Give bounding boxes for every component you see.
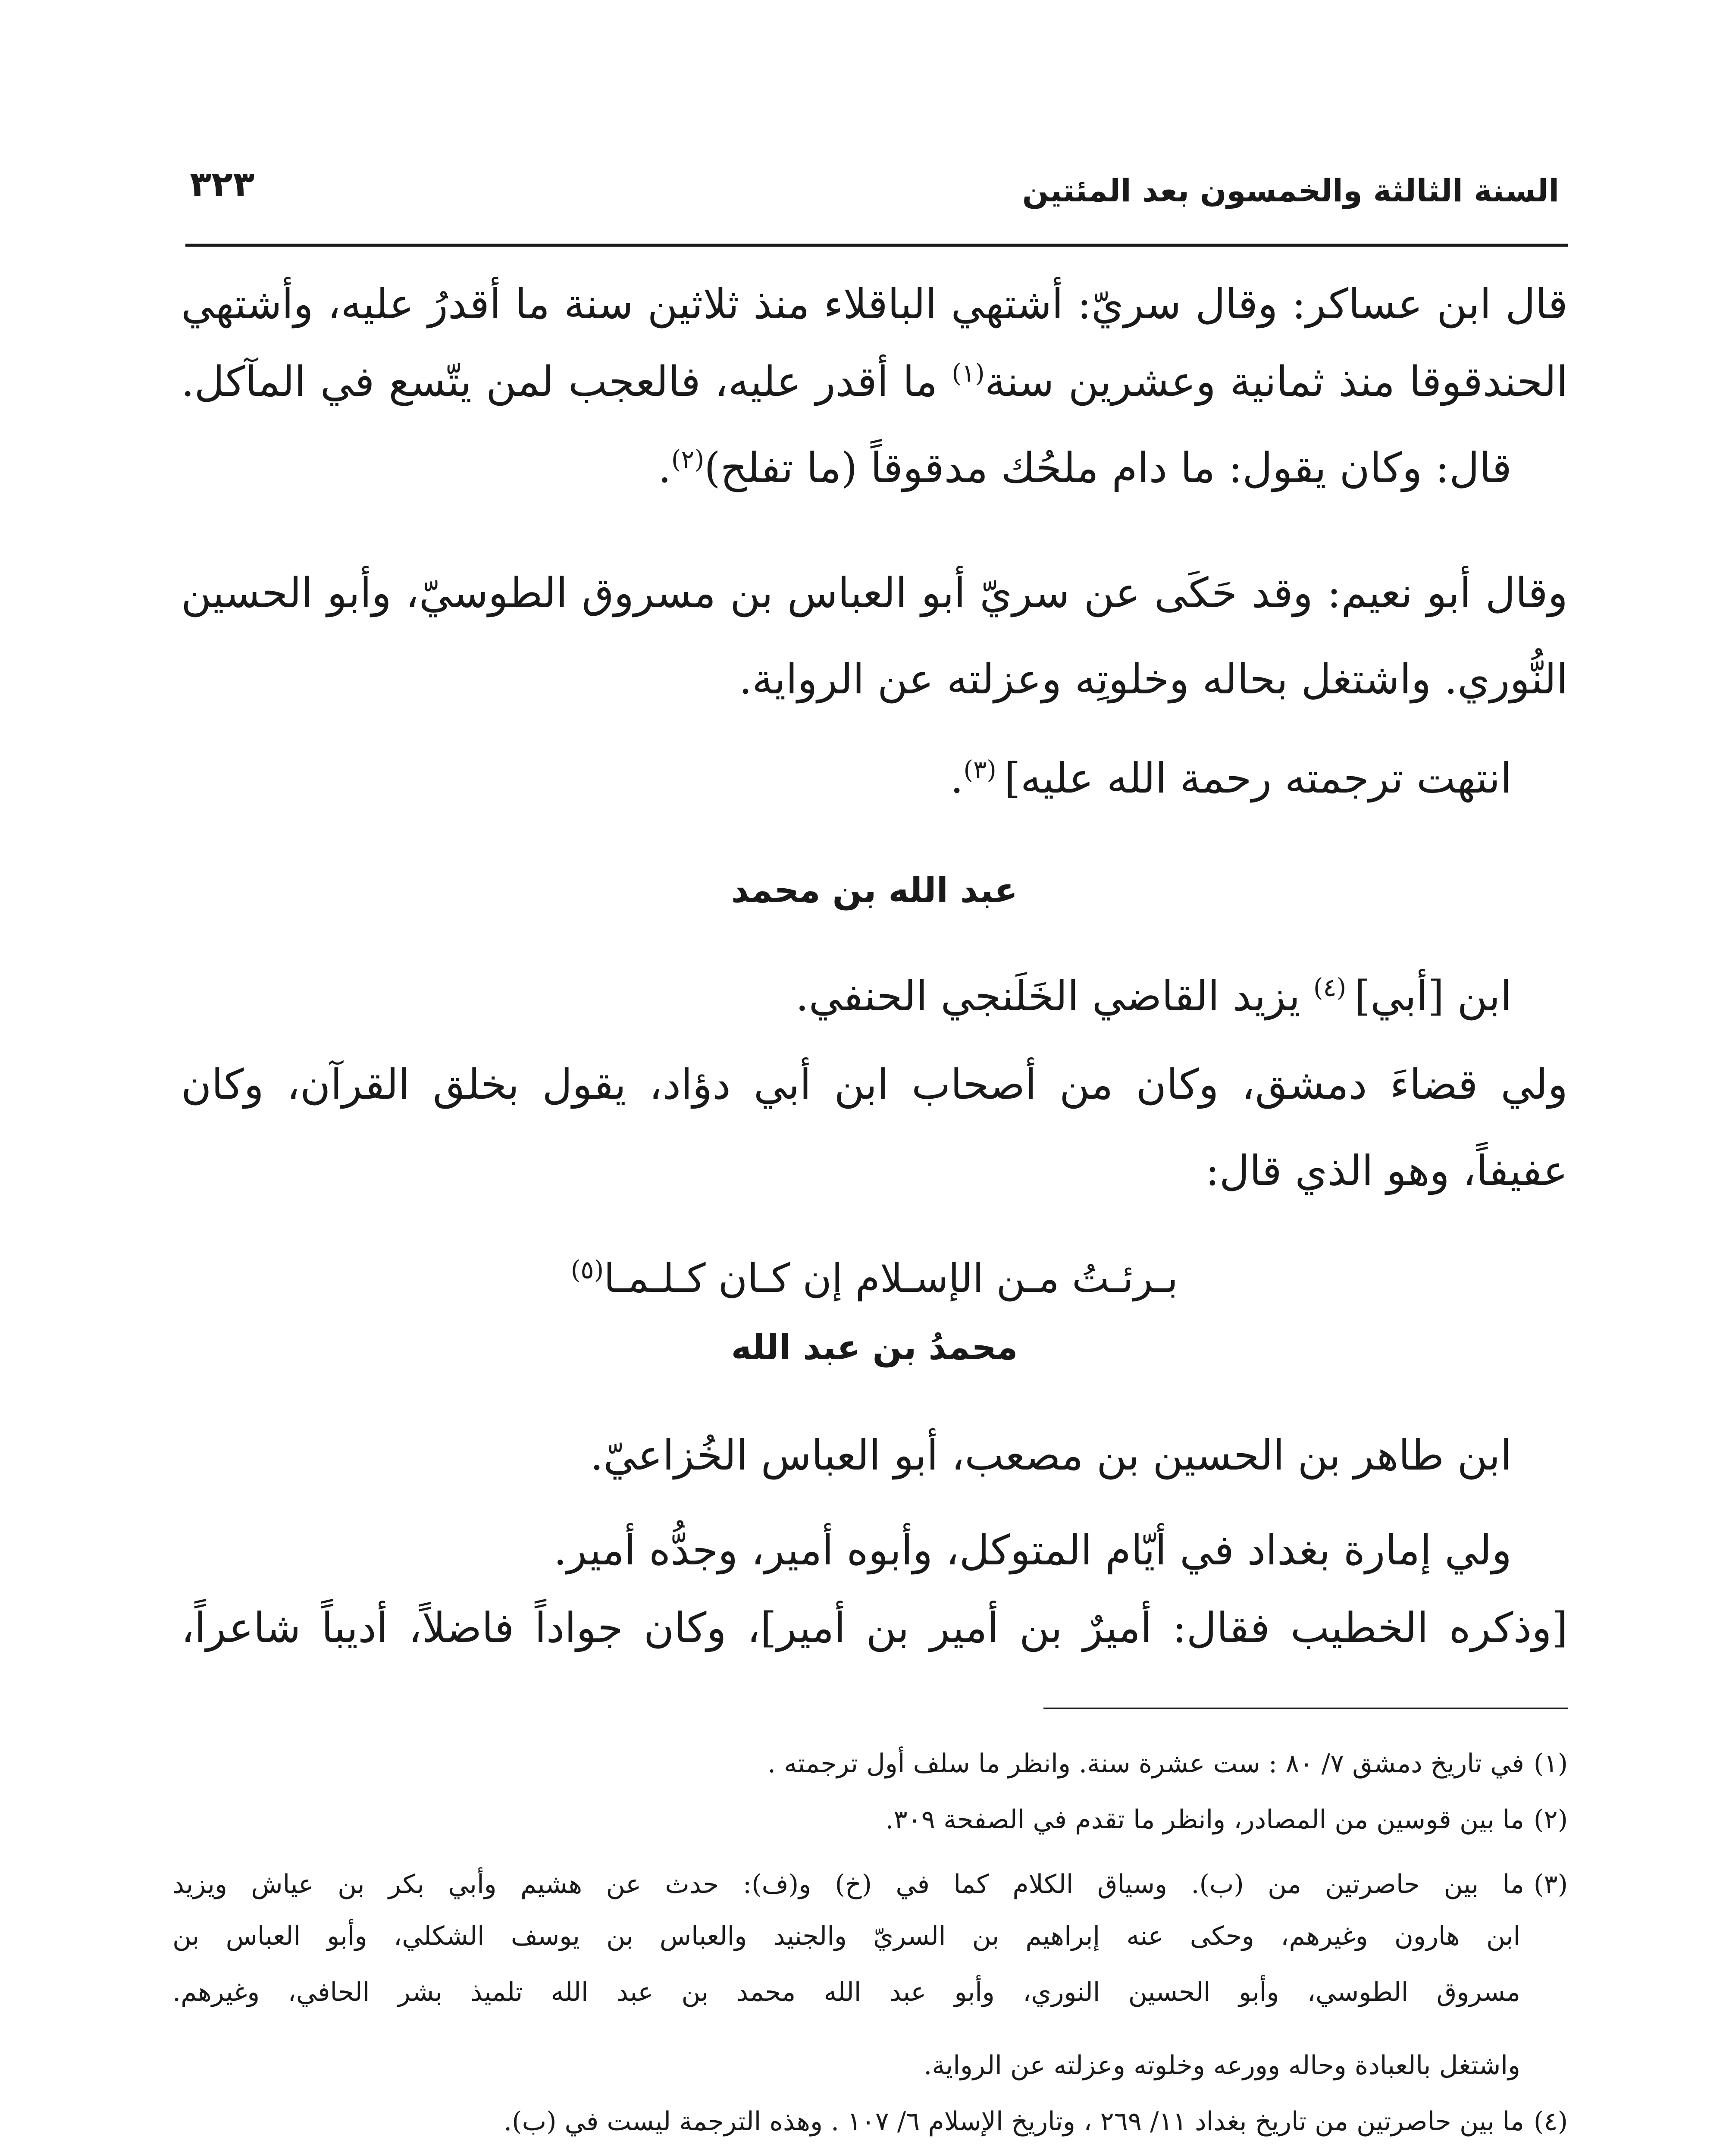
body-line-3-start: قال: وكان يقول: ما دام ملحُك مدقوقاً (ما تفلح) bbox=[704, 444, 1512, 492]
body-line-7-end: يزيد القاضي الخَلَنجي الحنفي. bbox=[796, 972, 1313, 1020]
footnote-3-number: (٣) bbox=[1533, 1869, 1568, 1899]
body-line-4: وقال أبو نعيم: وقد حَكَى عن سريّ أبو العباس بن مسروق الطوسيّ، وأبو الحسين bbox=[181, 569, 1568, 617]
footnote-3-line-2: ابن هارون وغيرهم، وحكى عنه إبراهيم بن السريّ والجنيد والعباس بن يوسف الشكلي، وأبو العباس بن bbox=[172, 1921, 1520, 1951]
body-line-2-end: ما أقدر عليه، فالعجب لمن يتّسع في المآكل. bbox=[181, 357, 952, 406]
footnote-separator bbox=[1043, 1708, 1568, 1709]
verse-line bbox=[181, 1246, 1568, 1311]
footnote-1 bbox=[172, 1742, 1568, 1785]
footnote-4-text: ما بين حاصرتين من تاريخ بغداد ١١/ ٢٦٩ ، وتاريخ الإسلام ٦/ ١٠٧ . وهذه الترجمة ليست في (ب). bbox=[504, 2106, 1524, 2137]
footnote-3-text-1: ما بين حاصرتين من (ب). وسياق الكلام كما في (خ) و(ف): حدث عن هشيم وأبي بكر بن عياش ويزيد bbox=[172, 1869, 1524, 1899]
body-line-11: ولي إمارة بغداد في أيّام المتوكل، وأبوه أمير، وجدُّه أمير. bbox=[553, 1526, 1512, 1574]
body-line-6 bbox=[181, 746, 1512, 811]
footnote-ref-3: (٣) bbox=[963, 755, 1005, 784]
footnote-1-text: في تاريخ دمشق ٧/ ٨٠ : ست عشرة سنة. وانظر ما سلف أول ترجمته . bbox=[768, 1749, 1524, 1779]
footnote-3-line-3: مسروق الطوسي، وأبو الحسين النوري، وأبو عبد الله محمد بن عبد الله تلميذ بشر الحافي، وغيرهم. bbox=[172, 1977, 1520, 2007]
body-line-3 bbox=[181, 436, 1512, 500]
body-line-7 bbox=[181, 964, 1512, 1028]
footnote-2-text: ما بين قوسين من المصادر، وانظر ما تقدم في الصفحة ٣٠٩. bbox=[885, 1805, 1524, 1835]
footnote-4 bbox=[172, 2100, 1568, 2143]
body-line-10: ابن طاهر بن الحسين بن مصعب، أبو العباس الخُزاعيّ. bbox=[590, 1431, 1512, 1479]
footnote-2 bbox=[172, 1798, 1568, 1841]
body-line-1: قال ابن عساكر: وقال سريّ: أشتهي الباقلاء منذ ثلاثين سنة ما أقدرُ عليه، وأشتهي bbox=[181, 280, 1568, 328]
footnote-3-line-1 bbox=[172, 1863, 1568, 1906]
footnote-ref-5: (٥) bbox=[570, 1255, 604, 1285]
body-line-12: [وذكره الخطيب فقال: أميرٌ بن أمير بن أمير]، وكان جواداً فاضلاً، أديباً شاعراً، bbox=[181, 1604, 1568, 1652]
body-line-3-end: . bbox=[658, 444, 671, 492]
body-line-2 bbox=[181, 349, 1568, 414]
footnote-ref-2: (٢) bbox=[671, 445, 705, 474]
running-title: السنة الثالثة والخمسون بعد المئتين bbox=[1022, 172, 1559, 209]
page-number: ٣٢٣ bbox=[190, 164, 255, 205]
heading-abdullah-bin-muhammad: عبد الله بن محمد bbox=[731, 870, 1018, 910]
footnote-2-number: (٢) bbox=[1533, 1805, 1568, 1835]
body-line-5: النُّوري. واشتغل بحاله وخلوتِه وعزلته عن الرواية. bbox=[739, 655, 1568, 703]
footnote-1-number: (١) bbox=[1533, 1749, 1568, 1779]
body-line-2-start: الحندقوقا منذ ثمانية وعشرين سنة bbox=[984, 357, 1568, 406]
body-line-7-start: ابن [أبي] bbox=[1354, 972, 1512, 1020]
footnote-ref-4: (٤) bbox=[1313, 973, 1354, 1002]
body-line-6-end: . bbox=[950, 754, 964, 802]
footnote-3-line-4: واشتغل بالعبادة وحاله وورعه وخلوته وعزلته عن الرواية. bbox=[924, 2050, 1520, 2081]
body-line-9: عفيفاً، وهو الذي قال: bbox=[1205, 1147, 1568, 1195]
verse-text: بـرئـتُ مـن الإسـلام إن كـان كـلـمـا bbox=[604, 1255, 1178, 1301]
body-line-6-start: انتهت ترجمته رحمة الله عليه] bbox=[1004, 754, 1512, 802]
heading-muhammad-bin-abdullah: محمدُ بن عبد الله bbox=[731, 1327, 1018, 1367]
body-line-8: ولي قضاءَ دمشق، وكان من أصحاب ابن أبي دؤاد، يقول بخلق القرآن، وكان bbox=[181, 1060, 1568, 1109]
footnote-ref-1: (١) bbox=[952, 358, 985, 388]
header-rule bbox=[185, 244, 1568, 247]
footnote-4-number: (٤) bbox=[1533, 2106, 1568, 2137]
